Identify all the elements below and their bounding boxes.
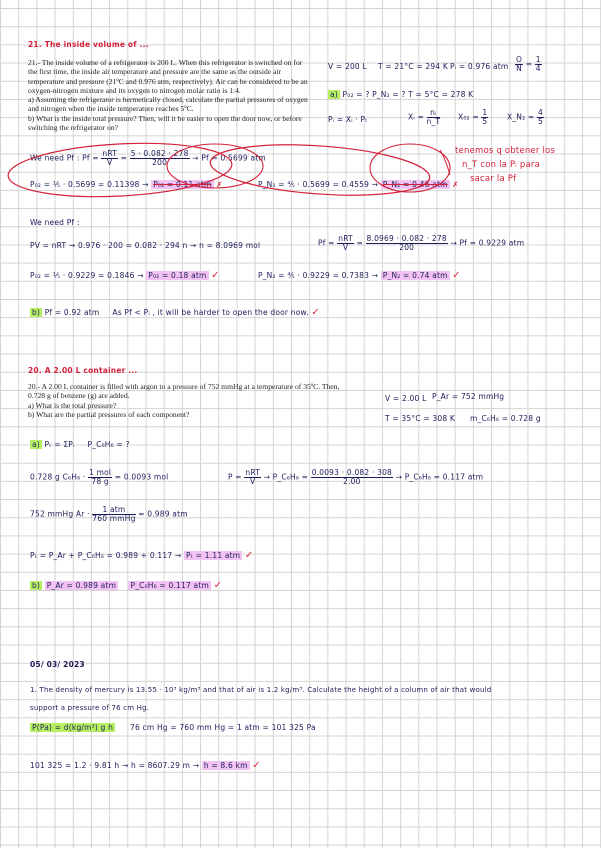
spanish-note-line-1: tenemos q obtener los (455, 146, 556, 156)
part-a-unknowns: P₀₂ = ? P_N₂ = ? T = 5°C = 278 K (342, 90, 474, 99)
check-mark-icon: ✓ (211, 270, 220, 281)
problem-20-title: 20. A 2.00 L container ... (28, 366, 138, 375)
wrong-attempt-pf: We need Pf : Pf = $\frac{\text{nRT}}{V}$ = $\frac{5 \cdot 0.082 \cdot 278}{200}$ → Pf = 0.5699 atm (30, 149, 266, 167)
nitrogen-partial-pressure: P_N₂ = ⅘ · 0.9229 = 0.7383 → P_N₂ = 0.74 atm ✓ (258, 270, 461, 281)
pressure-formula: P(Pa) = d(kg/m³) g h (32, 723, 114, 732)
part-b-answer: b) Pf = 0.92 atm As Pf < Pᵢ , it will be harder to open the door now. ✓ (32, 307, 320, 318)
wrong-attempt-pn2: P_N₂ = ⅘ · 0.5699 = 0.4559 → P_N₂ = 0.46 atm ✗ (258, 180, 459, 189)
check-mark-icon: ✓ (213, 580, 223, 591)
problem-21-part-a: a) Assuming the refrigerator is hermetically closed, calculate the partial pressures of oxygen and nitrogen when the inside temperature reaches 5ºC. (28, 95, 308, 114)
mole-fraction-formula: Xᵢ = $\frac{\text{nᵢ}}{n\_T}$ (408, 108, 441, 126)
wrong-attempt-po2: P₀₂ = ⅕ · 0.5699 = 0.11398 → P₀₂ = 0.11 atm ✗ (30, 180, 223, 189)
problem-20-text: 20.- A 2.00 L container is filled with argon to a pressure of 752 mmHg at a temperature of 35ºC. Then, 0.728 g of benzene (g) are added. (28, 382, 340, 401)
part-b-answer-20: b) P_Ar = 0.989 atm P_C₆H₆ = 0.117 atm ✓ (32, 580, 223, 591)
total-pressure: Pₜ = P_Ar + P_C₆H₆ = 0.989 + 0.117 → Pₜ = 1.11 atm ✓ (30, 550, 254, 561)
given-pressure: Pᵢ = 0.976 atm (450, 62, 509, 71)
mole-fraction-oxygen: X₀₂ = $\frac{1}{5}$ (458, 108, 488, 126)
mole-fraction-nitrogen: X_N₂ = $\frac{4}{5}$ (507, 108, 543, 126)
oxygen-partial-pressure: P₀₂ = ⅕ · 0.9229 = 0.1846 → P₀₂ = 0.18 atm ✓ (30, 270, 220, 281)
check-mark-icon: ✓ (311, 307, 320, 318)
spanish-note-line-2: n_T con la Pᵢ para (462, 160, 541, 170)
problem-21-text: 21.- The inside volume of a refrigerator is 200 L. When this refrigerator is switched on for the first time, the inside air temperature and pressure are the same as the outside air temperature and pressure (21ºC and 0.976 atm, respectively). Air can be considered to be an oxygen-nitrogen mixture and its oxygen to nitrogen molar ratio is 1:4. (28, 58, 308, 95)
final-pressure-calc: Pf = $\frac{\text{nRT}}{V}$ = $\frac{8.0969 \cdot 0.082 \cdot 278}{200}$ → Pf = 0.9229 atm (318, 234, 525, 252)
part-a-label: a) (330, 90, 338, 99)
unit-conversion: 76 cm Hg = 760 mm Hg = 1 atm = 101 325 Pa (130, 723, 316, 732)
check-mark-icon: ✓ (244, 550, 254, 561)
problem-1-line-1: 1. The density of mercury is 13.55 · 10³ kg/m³ and that of air is 1.2 kg/m³. Calculate the height of a column of air that would (30, 686, 492, 694)
problem-20-part-a: a) What is the total pressure? (28, 400, 117, 410)
given-benzene-mass: m_C₆H₆ = 0.728 g (470, 414, 541, 423)
page-date: 05/ 03/ 2023 (30, 660, 85, 669)
ideal-gas-moles: PV = nRT → 0.976 · 200 = 0.082 · 294 n → n = 8.0969 mol (30, 241, 261, 250)
given-volume: V = 200 L (328, 62, 367, 71)
problem-21-title: 21. The inside volume of ... (28, 40, 149, 49)
given-volume-20: V = 2.00 L (385, 394, 427, 403)
check-mark-icon: ✓ (452, 270, 461, 281)
molar-ratio: $\frac{O}{N}$ = $\frac{1}{4}$ (516, 55, 541, 73)
argon-pressure-conversion: 752 mmHg Ar · $\frac{\text{1 atm}}{\text{760 mmHg}}$ = 0.989 atm (30, 505, 188, 523)
problem-20-part-b: b) What are the partial pressures of each component? (28, 409, 190, 419)
problem-1-line-2: support a pressure of 76 cm Hg. (30, 704, 150, 712)
check-mark-icon: ✓ (252, 760, 261, 771)
problem-21-part-b: b) What is the inside total pressure? Then, will it be easier to open the door now, or before switching the refrigerator on? (28, 113, 302, 133)
need-pf-heading: We need Pf : (30, 218, 80, 227)
benzene-moles: 0.728 g C₆H₆ · $\frac{\text{1 mol}}{78 g}$ = 0.0093 mol (30, 468, 169, 486)
benzene-pressure-calc: P = $\frac{\text{nRT}}{V}$ → P_C₆H₆ = $\frac{0.0093 \cdot 0.082 \cdot 308}{2.00}$ → P_C₆H₆ = 0.117 atm (228, 468, 484, 486)
part-a-question-20: a) Pₜ = ΣPᵢ P_C₆H₆ = ? (32, 440, 130, 449)
partial-pressure-formula: Pᵢ = Xᵢ · Pₜ (328, 115, 368, 124)
given-temperature-20: T = 35°C = 308 K (385, 414, 456, 423)
spanish-note-line-3: sacar la Pf (470, 174, 517, 184)
given-temperature: T = 21°C = 294 K (378, 62, 449, 71)
height-calculation: 101 325 = 1.2 · 9.81 h → h = 8607.29 m → h = 8.6 km ✓ (30, 760, 261, 771)
given-argon-pressure: P_Ar = 752 mmHg (432, 392, 505, 401)
